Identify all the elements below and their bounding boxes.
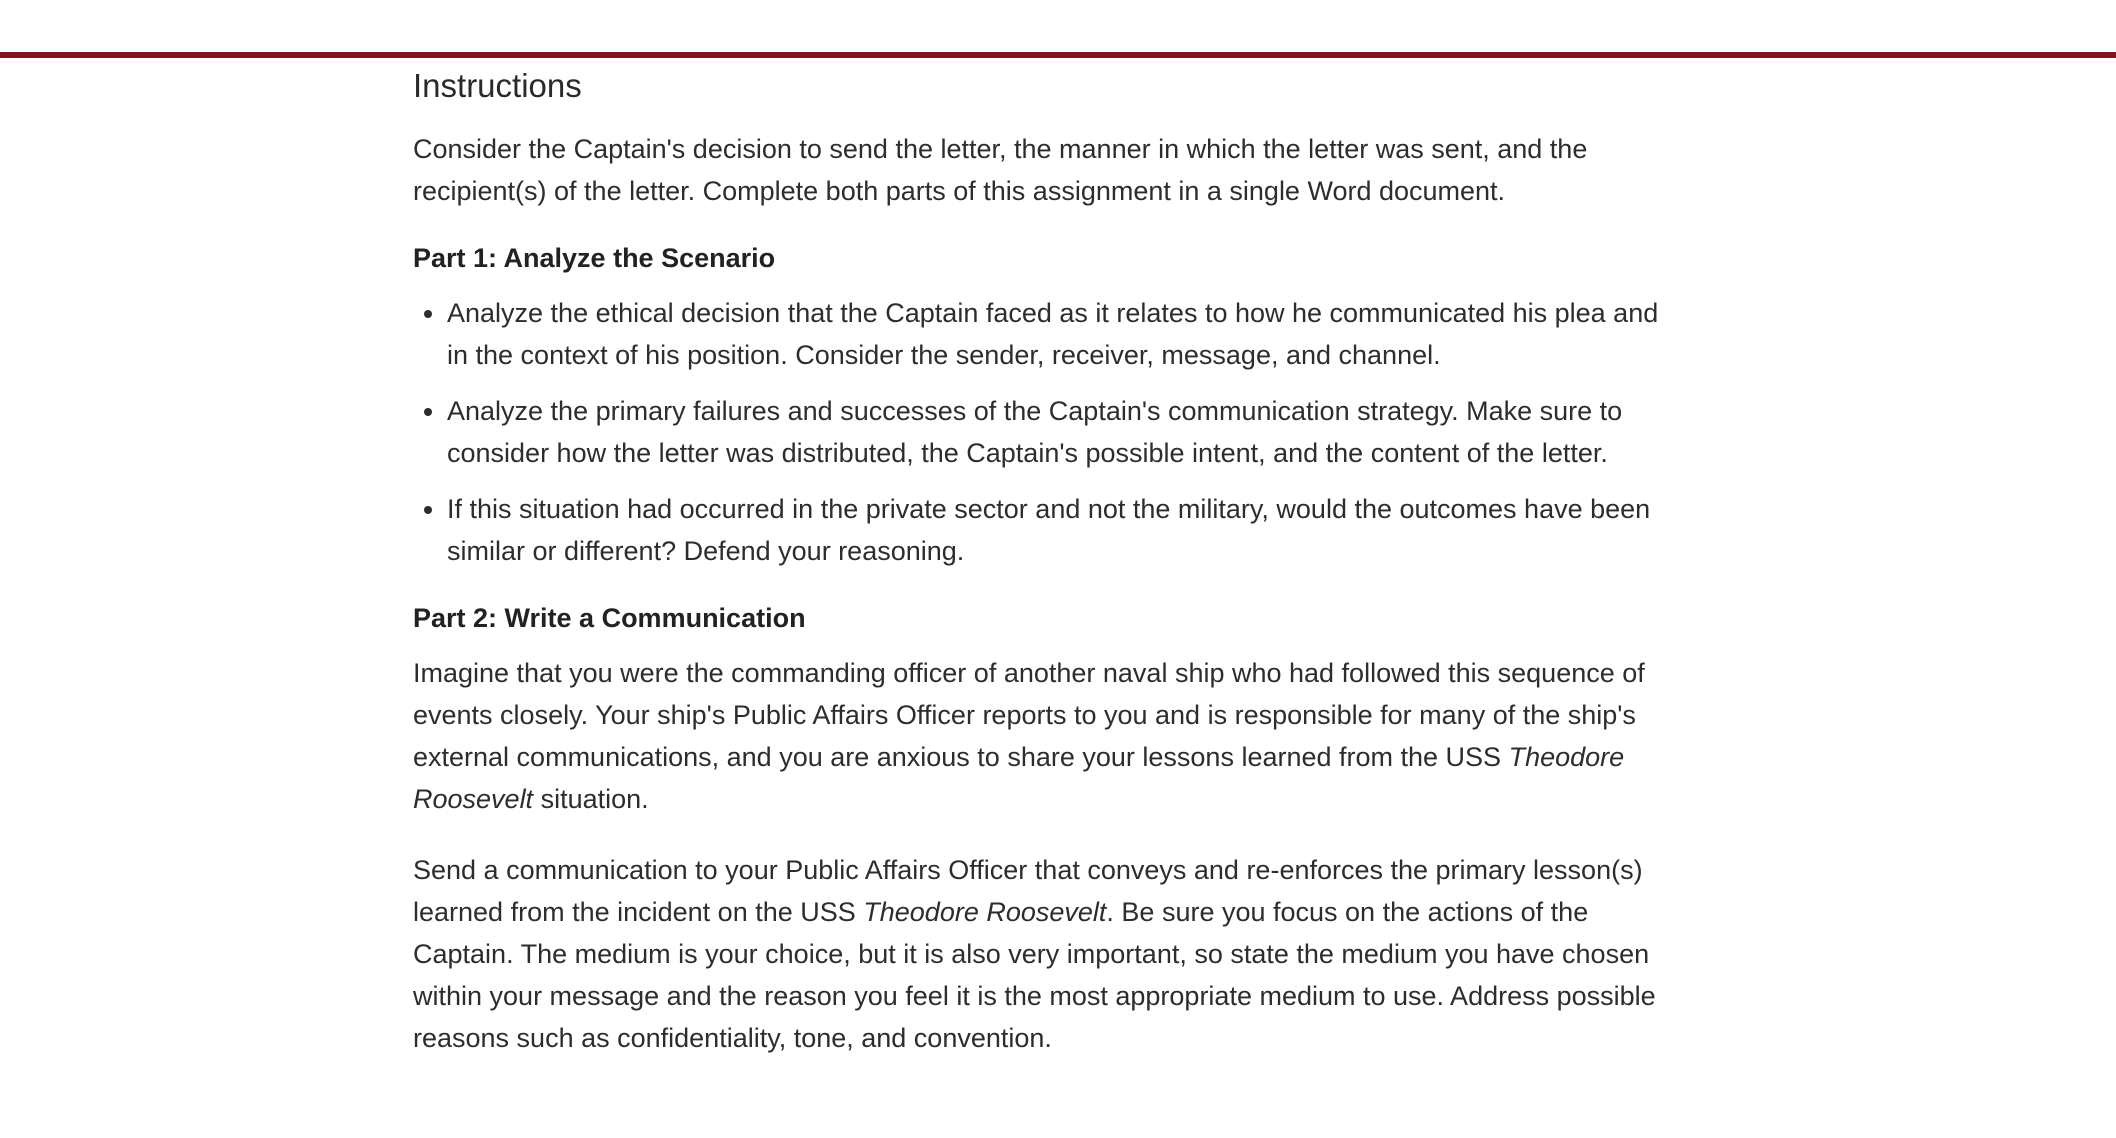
part2-heading: Part 2: Write a Communication [413, 603, 806, 633]
intro-paragraph: Consider the Captain's decision to send the letter, the manner in which the letter was sent, and the recipient(s) of the letter. Complete both parts of this assignment in a single Word document. [413, 134, 1588, 206]
text: Send a communication to your Public Affairs Officer that conveys and re-enforces the primary lesson(s) learned from the incident on the USS [413, 855, 1643, 927]
text: Imagine that you were the commanding officer of another naval ship who had followed this sequence of events closely. Your ship's Public Affairs Officer reports to you and is responsible for many of the ship's external communications, and you are anxious to share your lessons learned from the USS [413, 658, 1645, 772]
part2-paragraph-2 [413, 849, 1678, 1059]
instructions-content [413, 62, 1678, 1059]
list-item: • Analyze the ethical decision that the Captain faced as it relates to how he communicated his plea and in the context of his position. Consider the sender, receiver, message, and channel. [447, 292, 1678, 376]
page-title: Instructions [413, 67, 582, 104]
part1-list [413, 292, 1678, 572]
list-item: • Analyze the primary failures and successes of the Captain's communication strategy. Make sure to consider how the letter was distributed, the Captain's possible intent, and the content of the letter. [447, 390, 1678, 474]
header-accent-bar [0, 52, 2116, 58]
list-item: • If this situation had occurred in the private sector and not the military, would the outcomes have been similar or different? Defend your reasoning. [447, 488, 1678, 572]
part1-heading: Part 1: Analyze the Scenario [413, 243, 776, 273]
ship-name: Theodore Roosevelt [413, 742, 1625, 814]
part2-paragraph-1 [413, 652, 1678, 820]
text: . Be sure you focus on the actions of the Captain. The medium is your choice, but it is also very important, so state the medium you have chosen within your message and the reason you feel it is the most appropriate medium to use. Address possible reasons such as confidentiality, tone, and convention. [413, 897, 1656, 1053]
ship-name: Theodore Roosevelt [863, 897, 1107, 927]
text: situation. [533, 784, 649, 814]
